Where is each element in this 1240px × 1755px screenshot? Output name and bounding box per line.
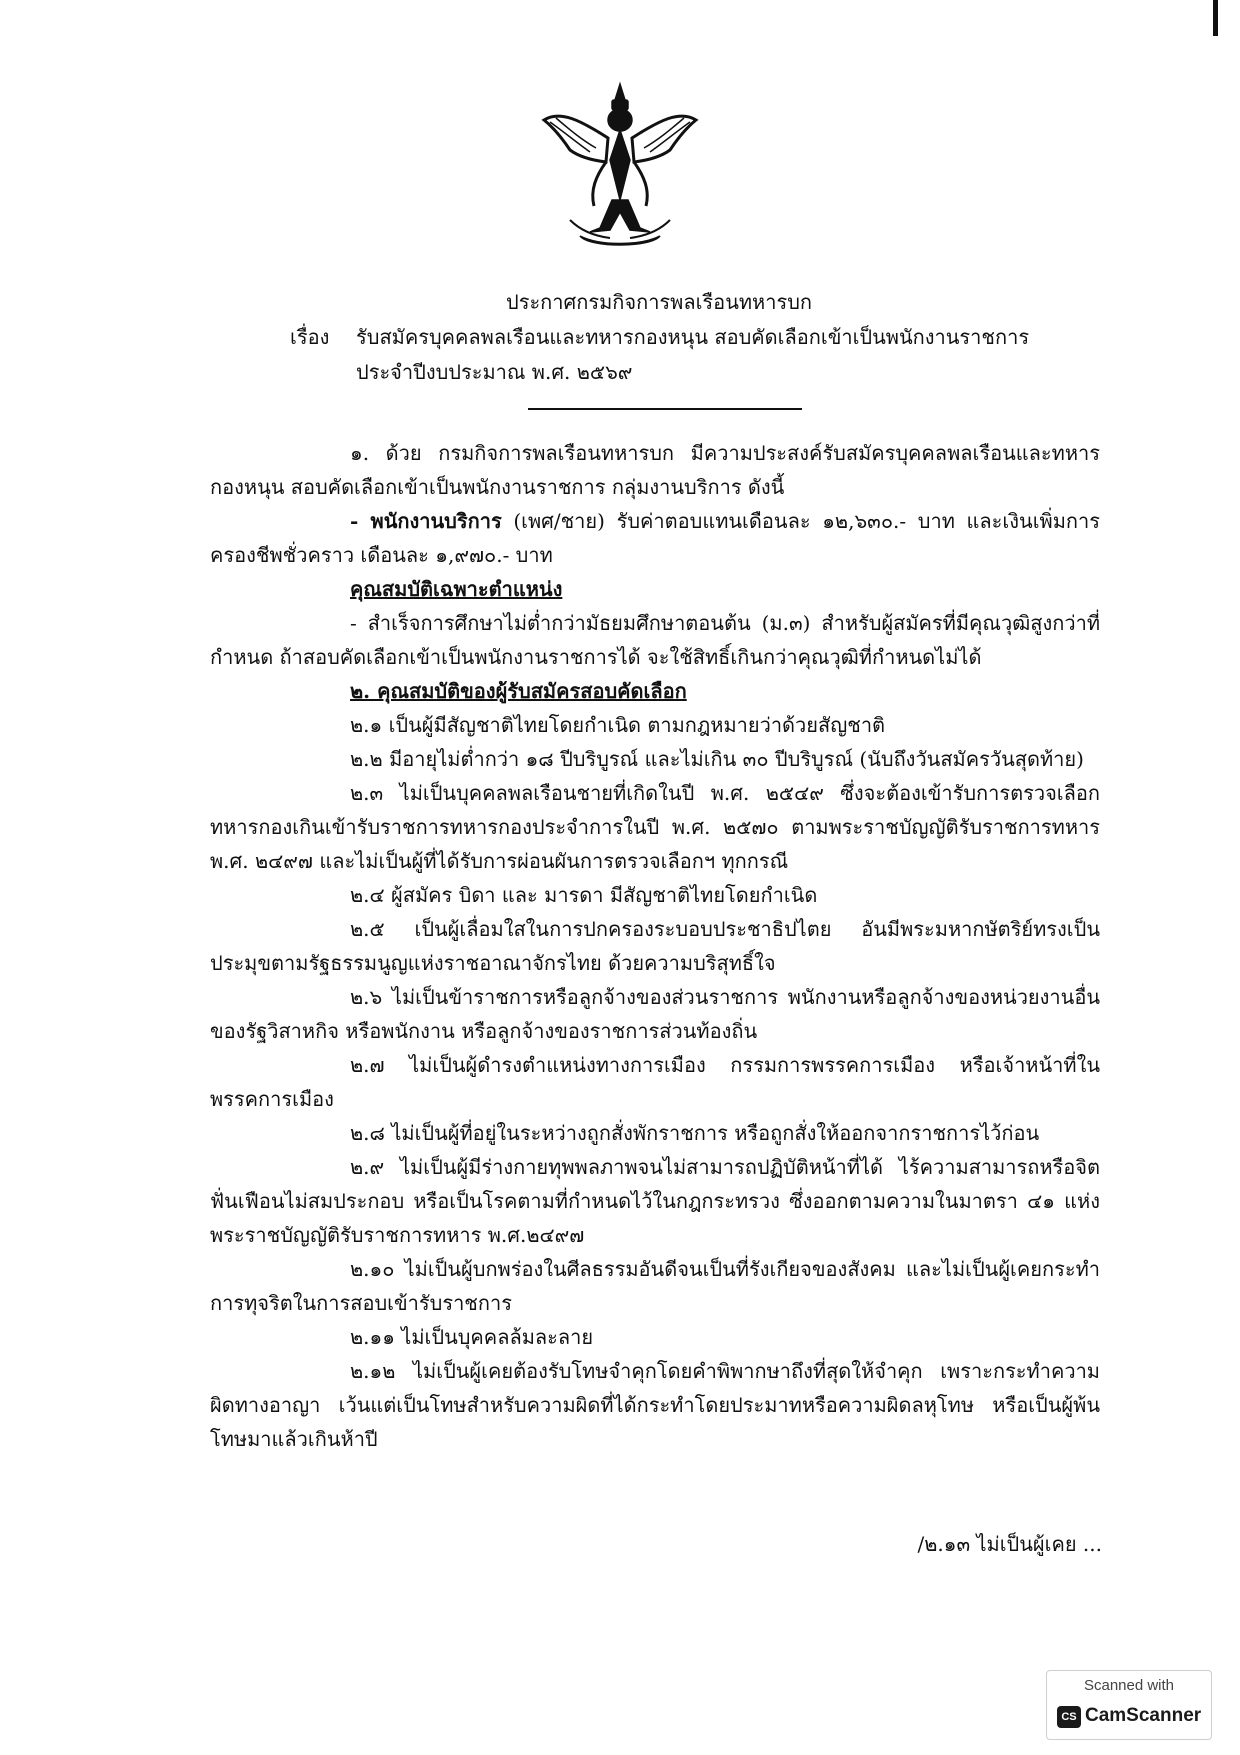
- list-item: ๒.๑๒ ไม่เป็นผู้เคยต้องรับโทษจำคุกโดยคำพิพากษาถึงที่สุดให้จำคุก เพราะกระทำความผิดทางอาญา เว้นแต่เป็นโทษสำหรับความผิดที่ได้กระทำโดยประมาทหรือความผิดลหุโทษ หรือเป็นผู้พ้นโทษมาแล้วเกินห้าปี: [210, 1359, 1100, 1451]
- position-name: - พนักงานบริการ: [350, 509, 502, 533]
- list-item: ๒.๑๐ ไม่เป็นผู้บกพร่องในศีลธรรมอันดีจนเป็นที่รังเกียจของสังคม และไม่เป็นผู้เคยกระทำการทุจริตในการสอบเข้ารับราชการ: [210, 1257, 1100, 1315]
- section-2-heading-text: ๒. คุณสมบัติของผู้รับสมัครสอบคัดเลือก: [350, 679, 687, 703]
- list-item: ๒.๕ เป็นผู้เลื่อมใสในการปกครองระบอบประชาธิปไตย อันมีพระมหากษัตริย์ทรงเป็นประมุขตามรัฐธรรมนูญแห่งราชอาณาจักรไทย ด้วยความบริสุทธิ์ใจ: [210, 917, 1100, 975]
- qualification-heading-text: คุณสมบัติเฉพาะตำแหน่ง: [350, 577, 563, 601]
- list-item: ๒.๙ ไม่เป็นผู้มีร่างกายทุพพลภาพจนไม่สามารถปฏิบัติหน้าที่ได้ ไร้ความสามารถหรือจิตฟั่นเฟือนไม่สมประกอบ หรือเป็นโรคตามที่กำหนดไว้ในกฎกระทรวง ซึ่งออกตามความในมาตรา ๔๑ แห่งพระราชบัญญัติรับราชการทหาร พ.ศ.๒๔๙๗: [210, 1155, 1100, 1247]
- camscanner-badge: [1046, 1670, 1212, 1740]
- document-title: ประกาศกรมกิจการพลเรือนทหารบก: [506, 290, 813, 314]
- list-item: ๒.๔ ผู้สมัคร บิดา และ มารดา มีสัญชาติไทยโดยกำเนิด: [350, 883, 818, 907]
- list-item: ๒.๓ ไม่เป็นบุคคลพลเรือนชายที่เกิดในปี พ.ศ. ๒๕๔๙ ซึ่งจะต้องเข้ารับการตรวจเลือกทหารกองเกินเข้ารับราชการทหารกองประจำการในปี พ.ศ. ๒๕๗๐ ตามพระราชบัญญัติรับราชการทหาร พ.ศ. ๒๔๙๗ และไม่เป็นผู้ที่ได้รับการผ่อนผันการตรวจเลือกฯ ทุกกรณี: [210, 781, 1100, 873]
- subject-line-2: ประจำปีงบประมาณ พ.ศ. ๒๕๖๙: [356, 360, 633, 384]
- scanned-with-label: Scanned with: [1083, 1677, 1175, 1694]
- garuda-emblem-icon: [540, 80, 700, 255]
- list-item: ๒.๑ เป็นผู้มีสัญชาติไทยโดยกำเนิด ตามกฎหมายว่าด้วยสัญชาติ: [350, 713, 886, 737]
- page-edge-mark: [1213, 0, 1218, 36]
- subject-label: เรื่อง: [290, 325, 330, 349]
- list-item: ๒.๗ ไม่เป็นผู้ดำรงตำแหน่งทางการเมือง กรรมการพรรคการเมือง หรือเจ้าหน้าที่ในพรรคการเมือง: [210, 1053, 1100, 1111]
- paragraph-position: [210, 504, 1100, 572]
- announcement-body: [210, 436, 1100, 1456]
- list-item: ๒.๒ มีอายุไม่ต่ำกว่า ๑๘ ปีบริบูรณ์ และไม่เกิน ๓๐ ปีบริบูรณ์ (นับถึงวันสมัครวันสุดท้าย): [350, 747, 1084, 771]
- header-divider: [528, 408, 802, 410]
- list-item: ๒.๑๑ ไม่เป็นบุคคลล้มละลาย: [350, 1325, 594, 1349]
- camscanner-brand: CamScanner: [1085, 1705, 1202, 1726]
- continuation-marker: /๒.๑๓ ไม่เป็นผู้เคย ...: [917, 1532, 1102, 1556]
- qualification-text: - สำเร็จการศึกษาไม่ต่ำกว่ามัธยมศึกษาตอนต้น (ม.๓) สำหรับผู้สมัครที่มีคุณวุฒิสูงกว่าที่กำหนด ถ้าสอบคัดเลือกเข้าเป็นพนักงานราชการได้ จะใช้สิทธิ์เกินกว่าคุณวุฒิที่กำหนดไม่ได้: [210, 611, 1100, 669]
- qualification-heading: [210, 572, 1100, 606]
- list-item: ๒.๖ ไม่เป็นข้าราชการหรือลูกจ้างของส่วนราชการ พนักงานหรือลูกจ้างของหน่วยงานอื่นของรัฐวิสาหกิจ หรือพนักงาน หรือลูกจ้างของราชการส่วนท้องถิ่น: [210, 985, 1100, 1043]
- position-pay: (เพศ/ชาย) รับค่าตอบแทนเดือนละ ๑๒,๖๓๐.- บาท และเงินเพิ่มการครองชีพชั่วคราว เดือนละ ๑,๙๗๐.- บาท: [210, 509, 1100, 567]
- section-2-heading: [210, 674, 1100, 708]
- camscanner-logo-icon: CS: [1057, 1706, 1081, 1728]
- list-item: ๒.๘ ไม่เป็นผู้ที่อยู่ในระหว่างถูกสั่งพักราชการ หรือถูกสั่งให้ออกจากราชการไว้ก่อน: [350, 1121, 1040, 1145]
- paragraph-intro: ๑. ด้วย กรมกิจการพลเรือนทหารบก มีความประสงค์รับสมัครบุคคลพลเรือนและทหารกองหนุน สอบคัดเลือกเข้าเป็นพนักงานราชการ กลุ่มงานบริการ ดังนี้: [210, 441, 1100, 499]
- subject-line-1: รับสมัครบุคคลพลเรือนและทหารกองหนุน สอบคัดเลือกเข้าเป็นพนักงานราชการ: [356, 325, 1030, 349]
